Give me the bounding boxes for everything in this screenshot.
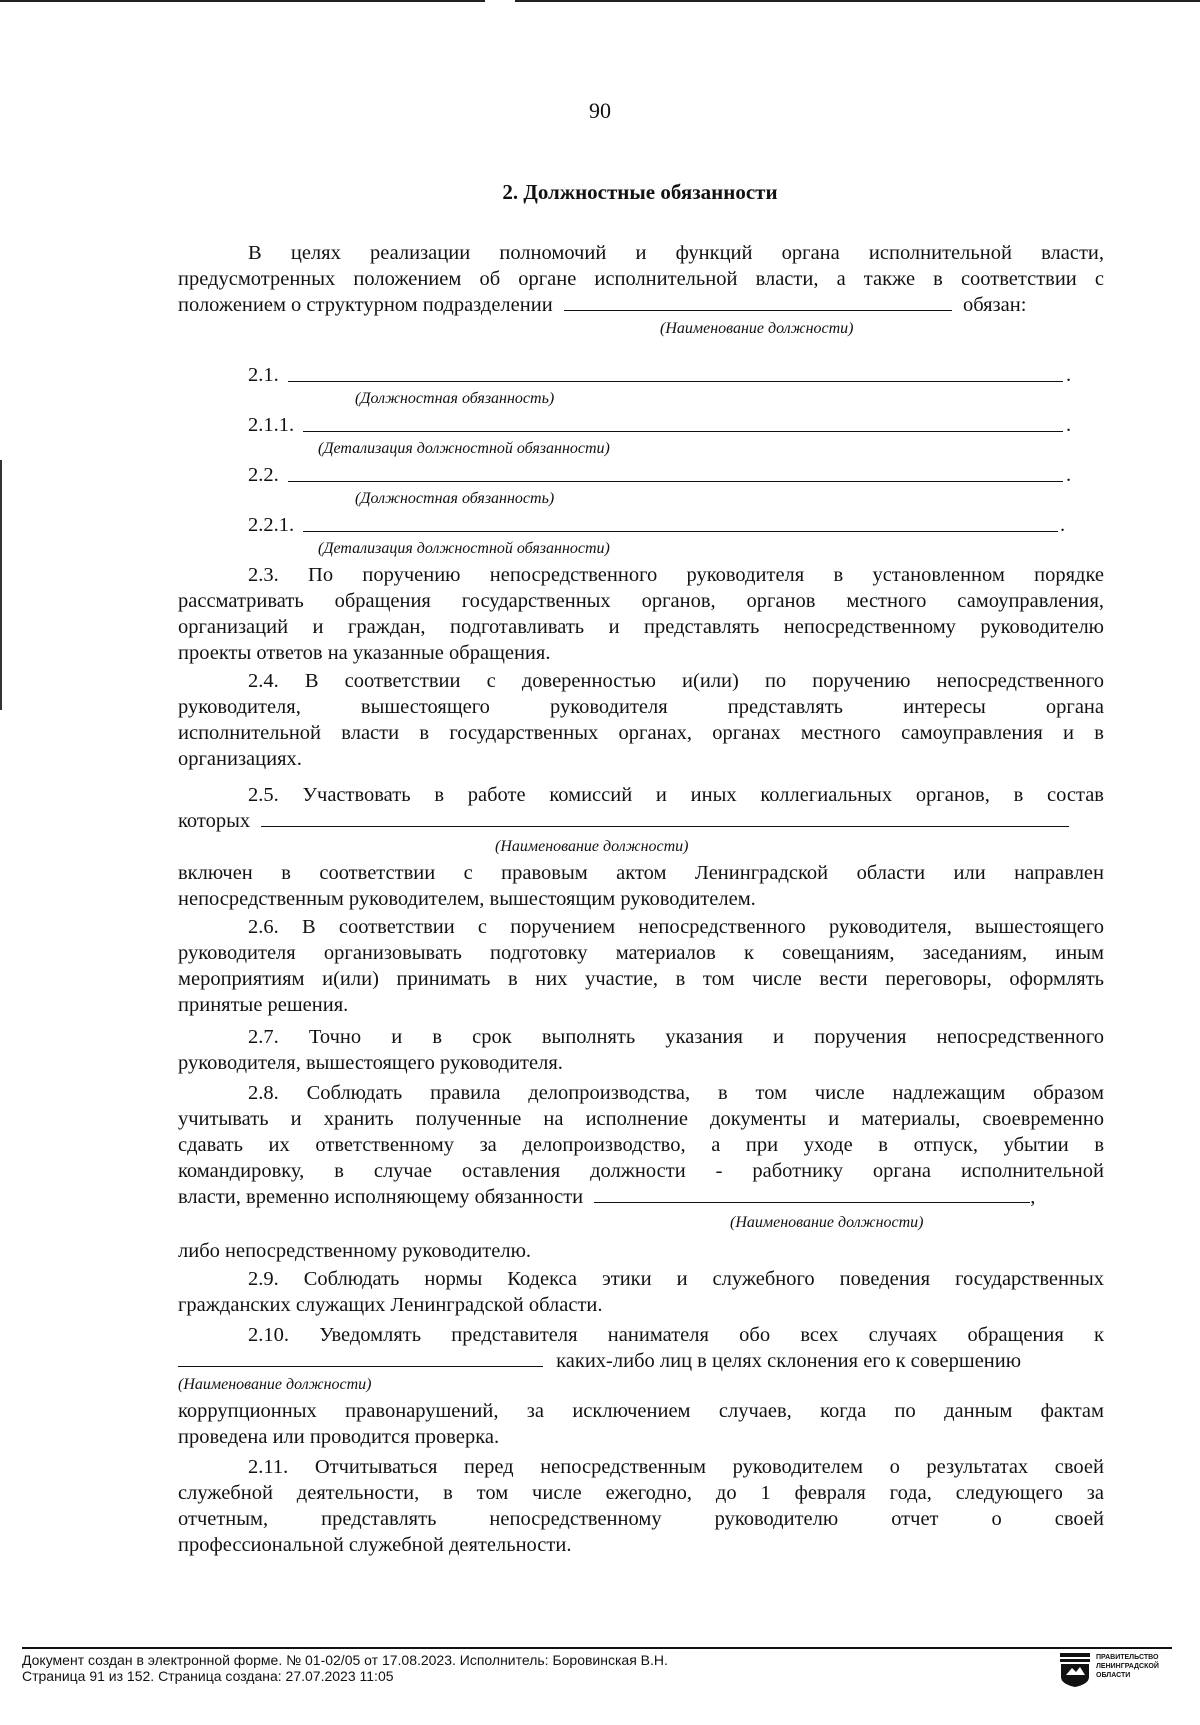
p2-8-line-4: командировку, в случае оставления должности - работнику органа исполнительной	[178, 1160, 1104, 1182]
item-2-1-1-dot: .	[1066, 414, 1072, 436]
intro-obyazan: обязан:	[962, 294, 1027, 316]
position-blank-1[interactable]	[564, 292, 952, 311]
intro-line-2: предусмотренных положением об органе исполнительной власти, а также в соответствии с	[178, 268, 1104, 290]
caption-position-2-8: (Наименование должности)	[730, 1214, 924, 1231]
scan-border-right	[515, 0, 1200, 2]
p2-6-line-3: мероприятиям и(или) принимать в них участие, в том числе вести переговоры, оформлять	[178, 968, 1104, 990]
p2-4-line-3: исполнительной власти в государственных органах, органах местного самоуправления и в	[178, 722, 1104, 744]
duty-blank-2-1[interactable]	[288, 363, 1063, 382]
p2-9-line-2: гражданских служащих Ленинградской области.	[178, 1294, 603, 1316]
p2-11-line-1: 2.11. Отчитываться перед непосредственным руководителем о результатах своей	[248, 1456, 1104, 1478]
intro-line-3	[178, 292, 1104, 318]
p2-8-line-2: учитывать и хранить полученные на исполнение документы и материалы, своевременно	[178, 1108, 1104, 1130]
p2-6-line-2: руководителя организовывать подготовку материалов к совещаниям, заседаниям, иным	[178, 942, 1104, 964]
caption-position-2-10: (Наименование должности)	[178, 1376, 372, 1393]
p2-10-line-1: 2.10. Уведомлять представителя нанимателя обо всех случаях обращения к	[248, 1324, 1104, 1346]
p2-8-line-1: 2.8. Соблюдать правила делопроизводства, в том числе надлежащим образом	[248, 1082, 1104, 1104]
item-2-1-dot: .	[1066, 364, 1072, 386]
p2-8-line-6: либо непосредственному руководителю.	[178, 1240, 532, 1262]
p2-11-line-4: профессиональной служебной деятельности.	[178, 1534, 572, 1556]
duty-detail-blank-2-2-1[interactable]	[303, 513, 1058, 532]
p2-11-line-2: служебной деятельности, в том числе ежегодно, до 1 февраля года, следующего за	[178, 1482, 1104, 1504]
p2-11-line-3: отчетным, представлять непосредственному руководителю отчет о своей	[178, 1508, 1104, 1530]
p2-5-line-4: непосредственным руководителем, вышестоящим руководителем.	[178, 888, 756, 910]
p2-10-line-3: коррупционных правонарушений, за исключением случаев, когда по данным фактам	[178, 1400, 1104, 1422]
item-2-2-dot: .	[1066, 464, 1072, 486]
p2-8-line-5	[178, 1184, 1104, 1210]
government-logo-icon	[1060, 1653, 1090, 1687]
p2-8-line-5-text: власти, временно исполняющему обязанности	[178, 1186, 584, 1208]
duty-blank-2-2[interactable]	[288, 463, 1063, 482]
p2-3-line-1: 2.3. По поручению непосредственного руководителя в установленном порядке	[248, 564, 1104, 586]
p2-10-line-2	[178, 1348, 1104, 1374]
caption-duty-2-1: (Должностная обязанность)	[355, 390, 555, 407]
gov-line-3: ОБЛАСТИ	[1096, 1672, 1131, 1679]
duty-detail-blank-2-1-1[interactable]	[303, 413, 1063, 432]
item-2-2-1-number: 2.2.1.	[248, 514, 295, 536]
item-2-2-1	[248, 512, 1066, 538]
item-2-1-number: 2.1.	[248, 364, 279, 386]
p2-4-line-4: организациях.	[178, 748, 302, 770]
p2-6-line-1: 2.6. В соответствии с поручением непосредственного руководителя, вышестоящего	[248, 916, 1104, 938]
p2-3-line-3: организаций и граждан, подготавливать и представлять непосредственному руководителю	[178, 616, 1104, 638]
p2-9-line-1: 2.9. Соблюдать нормы Кодекса этики и служебного поведения государственных	[248, 1268, 1104, 1290]
p2-7-line-1: 2.7. Точно и в срок выполнять указания и поручения непосредственного	[248, 1026, 1104, 1048]
position-blank-2-8[interactable]	[594, 1184, 1030, 1203]
caption-duty-detail-2-2-1: (Детализация должностной обязанности)	[318, 540, 610, 557]
footer-line-1: Документ создан в электронной форме. № 01-02/05 от 17.08.2023. Исполнитель: Боровинская В.Н.	[22, 1652, 668, 1668]
p2-5-line-2	[178, 808, 1104, 834]
gov-line-2: ЛЕНИНГРАДСКОЙ	[1096, 1663, 1159, 1670]
p2-5-line-1: 2.5. Участвовать в работе комиссий и иных коллегиальных органов, в состав	[248, 784, 1104, 806]
caption-position-1: (Наименование должности)	[660, 320, 854, 337]
p2-7-line-2: руководителя, вышестоящего руководителя.	[178, 1052, 563, 1074]
page-number: 90	[589, 98, 611, 123]
p2-8-line-3: сдавать их ответственному за делопроизводство, а при уходе в отпуск, убытии в	[178, 1134, 1104, 1156]
caption-duty-detail-2-1-1: (Детализация должностной обязанности)	[318, 440, 610, 457]
p2-10-line-4: проведена или проводится проверка.	[178, 1426, 500, 1448]
p2-5-kotoryh: которых	[178, 810, 251, 832]
item-2-2-1-dot: .	[1060, 514, 1066, 536]
government-name	[1096, 1653, 1159, 1680]
scan-border-left	[0, 0, 485, 2]
intro-line-1: В целях реализации полномочий и функций органа исполнительной власти,	[248, 242, 1104, 264]
item-2-1-1	[248, 412, 1072, 438]
caption-duty-2-2: (Должностная обязанность)	[355, 490, 555, 507]
scan-edge-mark	[0, 460, 2, 710]
p2-4-line-1: 2.4. В соответствии с доверенностью и(или) по поручению непосредственного	[248, 670, 1104, 692]
p2-5-line-3: включен в соответствии с правовым актом Ленинградской области или направлен	[178, 862, 1104, 884]
footer-rule	[22, 1647, 1172, 1649]
position-blank-2-10[interactable]	[178, 1348, 543, 1367]
footer-line-2: Страница 91 из 152. Страница создана: 27.07.2023 11:05	[22, 1668, 394, 1684]
intro-line-3-text: положением о структурном подразделении	[178, 294, 553, 316]
p2-4-line-2: руководителя, вышестоящего руководителя представлять интересы органа	[178, 696, 1104, 718]
position-blank-2-5[interactable]	[261, 808, 1069, 827]
p2-10-line-2-text: каких-либо лиц в целях склонения его к совершению	[556, 1350, 1022, 1372]
item-2-1-1-number: 2.1.1.	[248, 414, 295, 436]
caption-position-2-5: (Наименование должности)	[495, 838, 689, 855]
p2-3-line-2: рассматривать обращения государственных органов, органов местного самоуправления,	[178, 590, 1104, 612]
section-title: 2. Должностные обязанности	[502, 180, 778, 204]
item-2-2	[248, 462, 1072, 488]
p2-6-line-4: принятые решения.	[178, 994, 349, 1016]
p2-8-comma: ,	[1030, 1186, 1036, 1208]
item-2-1	[248, 362, 1072, 388]
gov-line-1: ПРАВИТЕЛЬСТВО	[1096, 1654, 1159, 1661]
p2-3-line-4: проекты ответов на указанные обращения.	[178, 642, 551, 664]
item-2-2-number: 2.2.	[248, 464, 279, 486]
